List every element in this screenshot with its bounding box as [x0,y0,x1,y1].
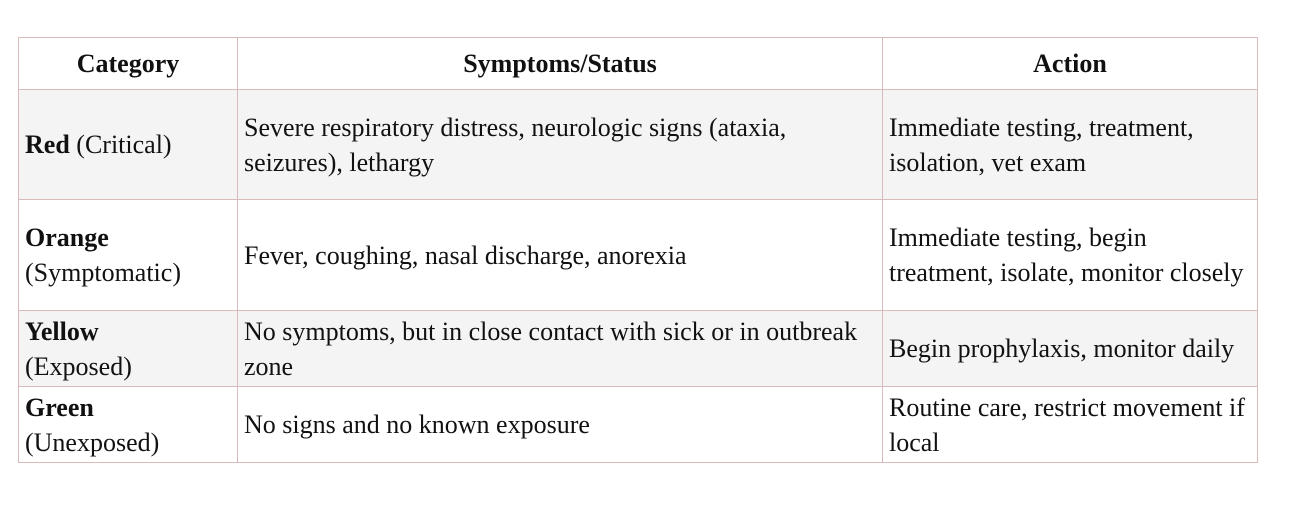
symptoms-cell: Fever, coughing, nasal discharge, anorexia [238,200,883,311]
action-cell: Immediate testing, treatment, isolation, vet exam [883,90,1258,200]
category-cell [19,387,238,463]
category-cell [19,90,238,200]
triage-table-container [18,37,1257,463]
category-qualifier: (Unexposed) [25,427,160,457]
symptoms-cell: Severe respiratory distress, neurologic signs (ataxia, seizures), lethargy [238,90,883,200]
header-category: Category [19,38,238,90]
table-row [19,311,1258,387]
table-row [19,387,1258,463]
category-name: Yellow [25,316,99,346]
category-name: Green [25,392,94,422]
action-cell: Routine care, restrict movement if local [883,387,1258,463]
category-qualifier: (Exposed) [25,351,132,381]
header-action: Action [883,38,1258,90]
symptoms-cell: No signs and no known exposure [238,387,883,463]
category-name: Orange [25,223,109,252]
table-row [19,90,1258,200]
category-cell [19,311,238,387]
table-row [19,200,1258,311]
action-cell: Begin prophylaxis, monitor daily [883,311,1258,387]
table-header-row [19,38,1258,90]
header-symptoms-status: Symptoms/Status [238,38,883,90]
category-qualifier: (Symptomatic) [25,258,181,287]
symptoms-cell: No symptoms, but in close contact with sick or in outbreak zone [238,311,883,387]
category-qualifier: (Critical) [76,130,172,159]
category-name: Red [25,130,70,159]
triage-table [18,37,1258,463]
action-cell: Immediate testing, begin treatment, isolate, monitor closely [883,200,1258,311]
category-cell [19,200,238,311]
